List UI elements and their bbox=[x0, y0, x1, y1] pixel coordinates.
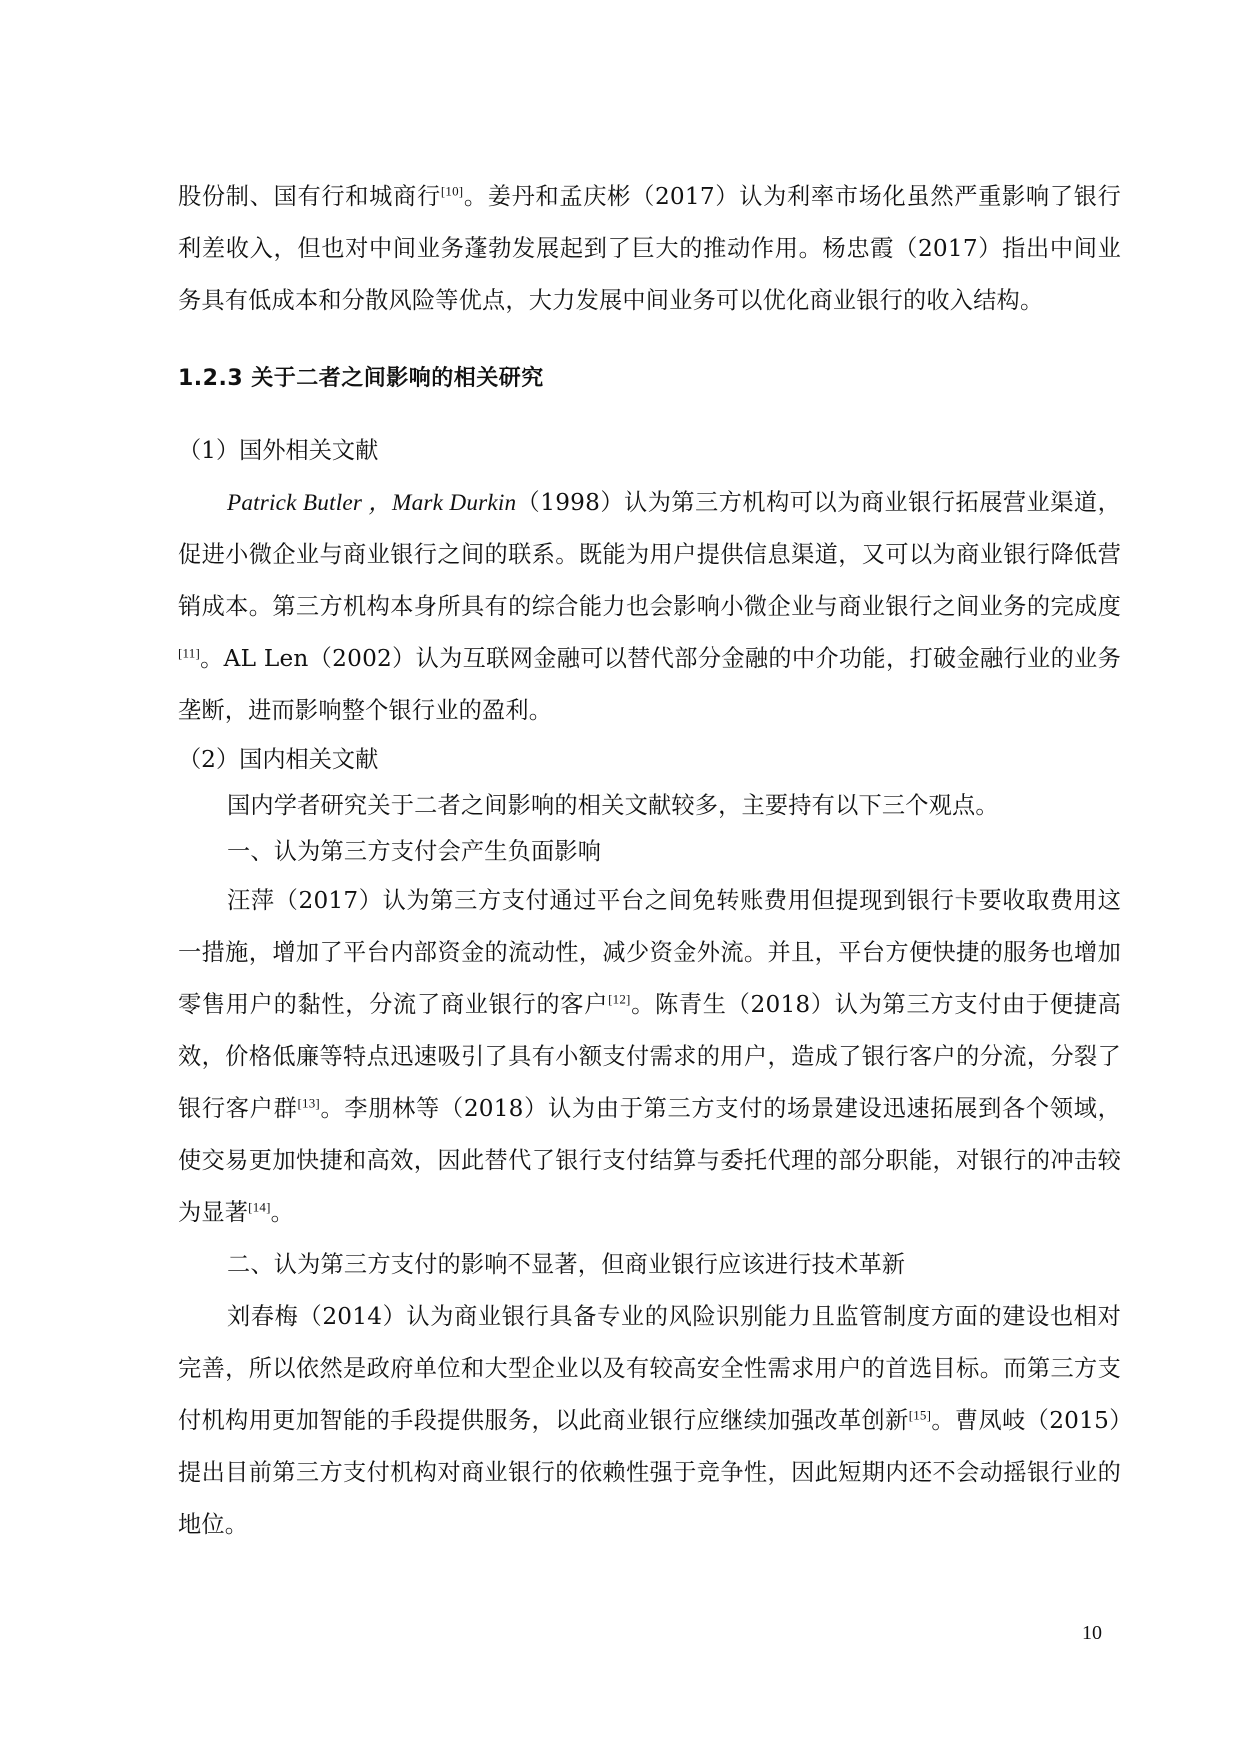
citation-ref-12: [12] bbox=[608, 991, 631, 1007]
foreign-text-1: （1998）认为第三方机构可以为商业银行拓展营业渠道，促进小微企业与商业银行之间的联系。既能为用户提供信息渠道，又可以为商业银行降低营销成本。第三方机构本身所具有的综合能力也会影响小微企业与商业银行之间业务的完成度 bbox=[178, 489, 1121, 620]
section-heading: 1.2.3 关于二者之间影响的相关研究 bbox=[178, 366, 544, 391]
citation-ref-14: [14] bbox=[248, 1199, 271, 1215]
citation-ref-10: [10] bbox=[440, 183, 464, 199]
view2-text-2: 。曹凤岐（2015）提出目前第三方支付机构对商业银行的依赖性强于竞争性，因此短期内还不会动摇银行业的地位。 bbox=[178, 1407, 1121, 1538]
intro-text-2: 。姜丹和孟庆彬（2017）认为利率市场化虽然严重影响了银行利差收入，但也对中间业务蓬勃发展起到了巨大的推动作用。杨忠霞（2017）指出中间业务具有低成本和分散风险等优点，大力发展中间业务可以优化商业银行的收入结构。 bbox=[178, 183, 1121, 314]
intro-paragraph bbox=[178, 171, 1121, 327]
foreign-literature-label: （1）国外相关文献 bbox=[178, 437, 379, 464]
viewpoint-two-paragraph bbox=[178, 1291, 1121, 1551]
citation-ref-13: [13] bbox=[297, 1095, 320, 1111]
page-body bbox=[178, 171, 1121, 1551]
viewpoint-one: 一、认为第三方支付会产生负面影响 bbox=[227, 838, 602, 865]
view1-text-1: 汪萍（2017）认为第三方支付通过平台之间免转账费用但提现到银行卡要收取费用这一措施，增加了平台内部资金的流动性，减少资金外流。并且，平台方便快捷的服务也增加零售用户的黏性，分流了商业银行的客户 bbox=[178, 887, 1121, 1018]
foreign-text-2: 。AL Len（2002）认为互联网金融可以替代部分金融的中介功能，打破金融行业的业务垄断，进而影响整个银行业的盈利。 bbox=[178, 645, 1121, 724]
page-number: 10 bbox=[1082, 1622, 1102, 1644]
view2-text-1: 刘春梅（2014）认为商业银行具备专业的风险识别能力且监管制度方面的建设也相对完善，所以依然是政府单位和大型企业以及有较高安全性需求用户的首选目标。而第三方支付机构用更加智能的手段提供服务，以此商业银行应继续加强改革创新 bbox=[178, 1303, 1121, 1434]
view1-text-4: 。 bbox=[270, 1199, 295, 1226]
foreign-literature-paragraph bbox=[178, 477, 1121, 737]
foreign-author: Patrick Butler ，Mark Durkin bbox=[227, 490, 517, 516]
citation-ref-11: [11] bbox=[178, 645, 200, 661]
view1-text-2: 。陈青生（2018）认为第三方支付由于便捷高效，价格低廉等特点迅速吸引了具有小额支付需求的用户，造成了银行客户的分流，分裂了银行客户群 bbox=[178, 991, 1121, 1122]
viewpoint-one-paragraph bbox=[178, 875, 1121, 1239]
citation-ref-15: [15] bbox=[908, 1407, 932, 1423]
view1-text-3: 。李朋林等（2018）认为由于第三方支付的场景建设迅速拓展到各个领域，使交易更加快捷和高效，因此替代了银行支付结算与委托代理的部分职能，对银行的冲击较为显著 bbox=[178, 1095, 1122, 1226]
viewpoint-two: 二、认为第三方支付的影响不显著，但商业银行应该进行技术革新 bbox=[227, 1251, 906, 1278]
domestic-intro: 国内学者研究关于二者之间影响的相关文献较多，主要持有以下三个观点。 bbox=[227, 792, 999, 819]
intro-text-1: 股份制、国有行和城商行 bbox=[178, 183, 441, 210]
domestic-literature-label: （2）国内相关文献 bbox=[178, 746, 379, 773]
